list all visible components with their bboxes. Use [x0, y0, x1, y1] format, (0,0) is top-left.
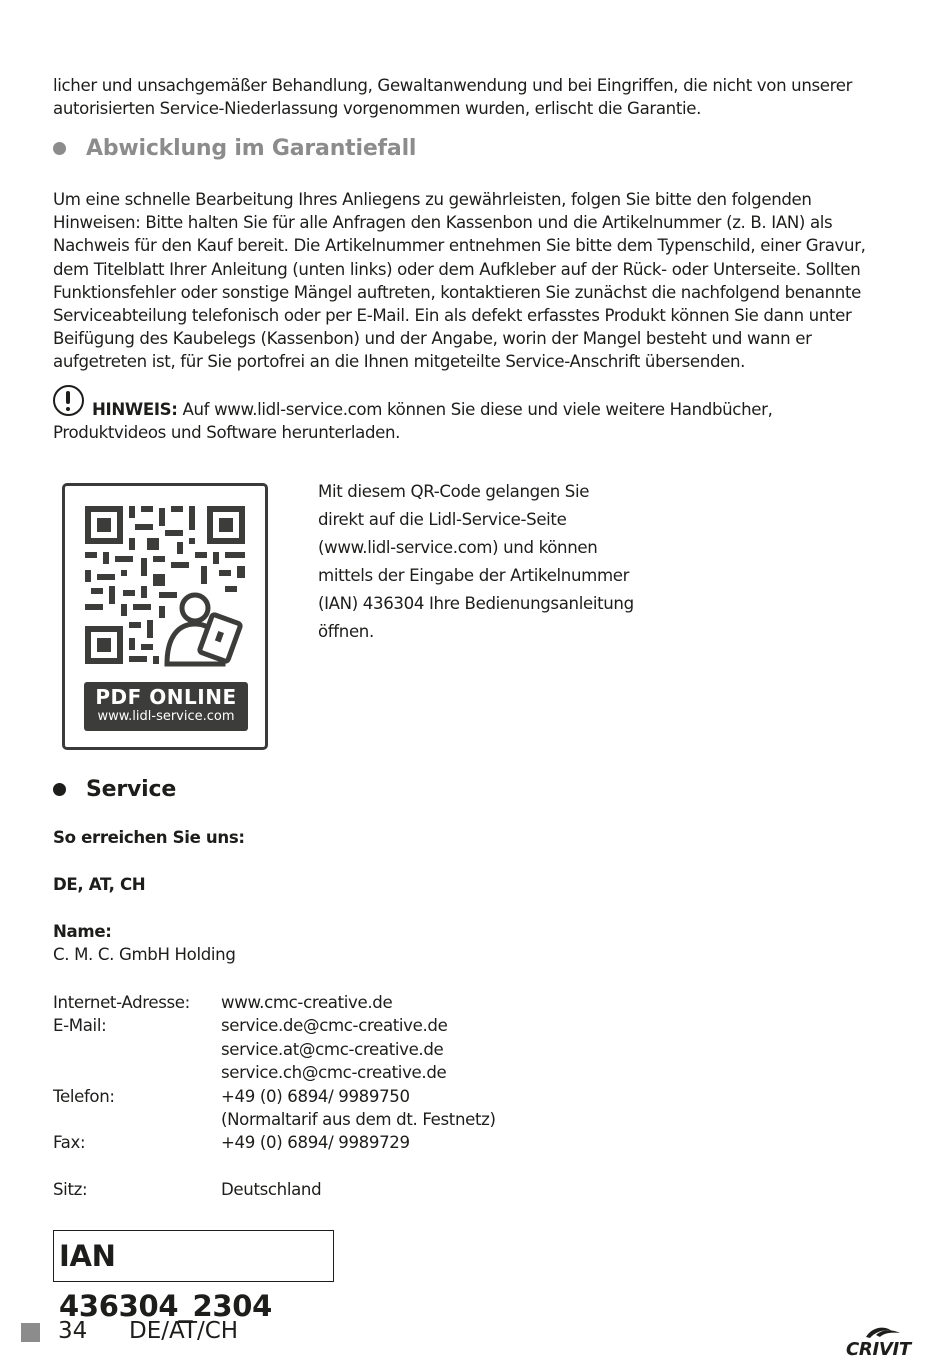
service-heading — [53, 777, 176, 802]
warranty-heading-text: Abwicklung im Garantiefall — [86, 136, 417, 161]
crivit-logo-icon — [862, 1323, 910, 1339]
contact-value[interactable]: www.cmc-creative.de — [221, 993, 393, 1012]
note-text — [53, 398, 843, 444]
seat-value: Deutschland — [221, 1180, 322, 1199]
qr-code-card[interactable] — [62, 483, 268, 750]
countries-label: DE, AT, CH — [53, 875, 146, 894]
page-number: 34 — [58, 1318, 88, 1344]
warranty-heading — [53, 136, 416, 161]
warranty-body: Um eine schnelle Bearbeitung Ihres Anliegens zu gewährleisten, folgen Sie bitte den folgenden Hinweisen: Bitte halten Sie für alle Anfragen den Kassenbon und die Artikelnummer (z. B. IAN) als Nachweis für den Kauf bereit. Die Artikelnummer entnehmen Sie bitte dem Typenschild, einer Gravur, dem Titelblatt Ihrer Anleitung (unten links) oder dem Aufkleber auf der Rück- oder Unterseite. Sollten Funktionsfehler oder sonstige Mängel auftreten, kontaktieren Sie zunächst die nachfolgend benannte Serviceabteilung telefonisch oder per E-Mail. Ein als defekt erfasstes Produkt können Sie dann unter Beifügung des Kaubelegs (Kassenbon) und der Angabe, worin der Mangel besteht und wann er aufgetreten ist, für Sie portofrei an die Ihnen mitgeteilte Service-Anschrift übersenden. — [53, 190, 866, 372]
brand-logo — [846, 1323, 916, 1363]
qr-description: Mit diesem QR-Code gelangen Sie direkt auf die Lidl-Service-Seite (www.lidl-service.com) und können mittels der Eingabe der Artikelnummer (IAN) 436304 Ihre Bedienungsanleitung öffnen. — [318, 482, 634, 641]
contact-value: +49 (0) 6894/ 9989729 — [221, 1133, 410, 1152]
name-value: C. M. C. GmbH Holding — [53, 945, 236, 964]
reach-us-label: So erreichen Sie uns: — [53, 828, 245, 847]
contact-label: Telefon: — [53, 1087, 115, 1106]
pdf-online-title: PDF ONLINE — [95, 685, 237, 709]
ian-box: IAN 436304_2304 — [53, 1230, 334, 1282]
seat-label: Sitz: — [53, 1180, 88, 1199]
pdf-online-banner — [84, 682, 248, 731]
contact-value[interactable]: service.ch@cmc-creative.de — [221, 1063, 447, 1082]
service-heading-text: Service — [86, 777, 177, 802]
contact-label: Fax: — [53, 1133, 86, 1152]
bullet-icon — [53, 783, 66, 796]
note-label: HINWEIS: — [92, 400, 178, 419]
bullet-icon — [53, 142, 66, 155]
brand-name: CRIVIT — [846, 1339, 911, 1360]
footer-marker-icon — [21, 1323, 40, 1342]
contact-value[interactable]: service.at@cmc-creative.de — [221, 1040, 444, 1059]
contact-value[interactable]: service.de@cmc-creative.de — [221, 1016, 448, 1035]
contact-label: Internet-Adresse: — [53, 993, 190, 1012]
contact-value: (Normaltarif aus dem dt. Festnetz) — [221, 1110, 496, 1129]
name-label: Name: — [53, 922, 112, 941]
contact-label: E-Mail: — [53, 1016, 107, 1035]
footer-country: DE/AT/CH — [129, 1318, 239, 1344]
pdf-online-url: www.lidl-service.com — [97, 709, 235, 724]
qr-code-icon — [65, 486, 265, 676]
intro-text: licher und unsachgemäßer Behandlung, Gewaltanwendung und bei Eingriffen, die nicht von unserer autorisierten Service-Niederlassung vorgenommen wurden, erlischt die Garantie. — [53, 76, 853, 119]
contact-value: +49 (0) 6894/ 9989750 — [221, 1087, 410, 1106]
note-body: Auf www.lidl-service.com können Sie diese und viele weitere Handbücher, Produktvideos und Software herunterladen. — [53, 400, 773, 443]
